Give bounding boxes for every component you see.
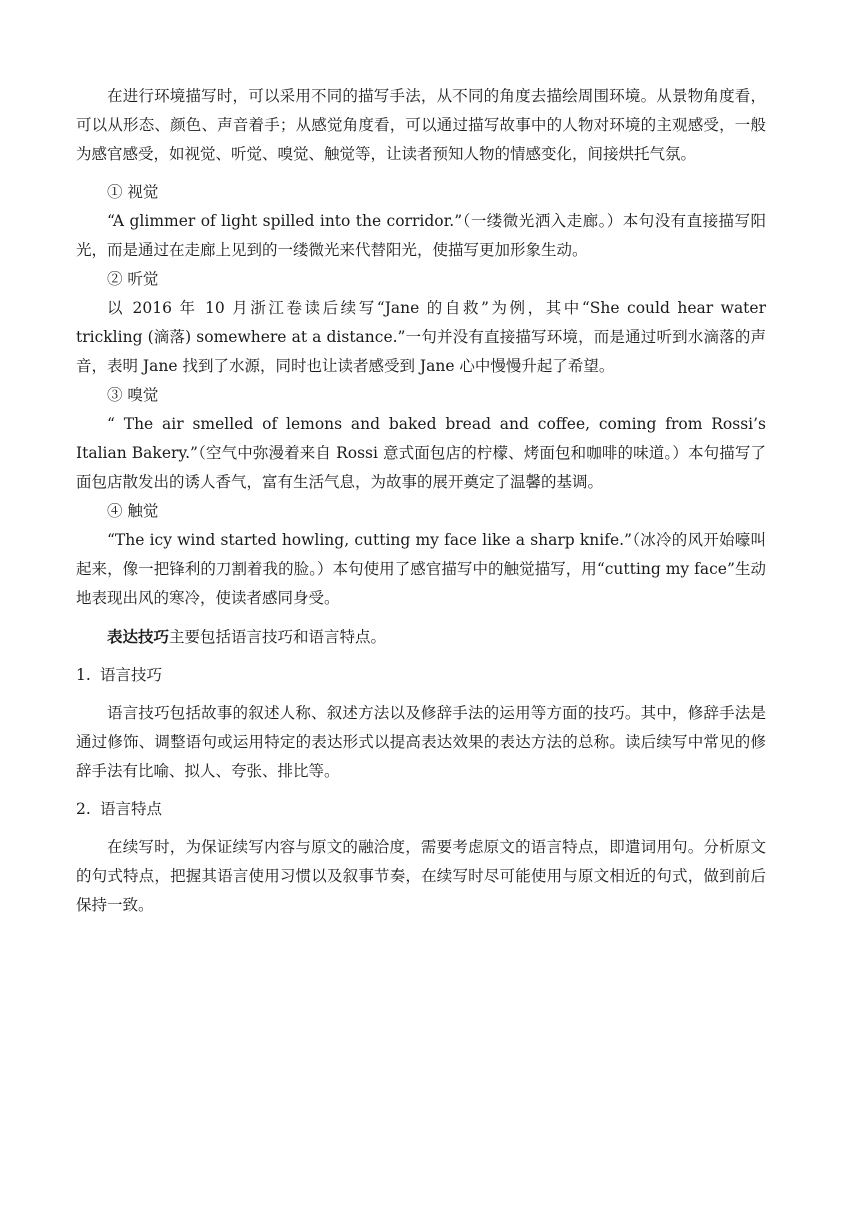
expression-bold: 表达技巧 bbox=[107, 627, 170, 646]
sense-text-visual: “A glimmer of light spilled into the corridor.”（一缕微光洒入走廊。）本句没有直接描写阳光，而是通过在走廊上见到的一缕微光来代替阳光，使描写更加形象生动。 bbox=[76, 212, 766, 259]
item-number: 2. bbox=[76, 800, 91, 818]
item-title: 语言技巧 bbox=[100, 666, 163, 684]
sense-text-olfactory: “ The air smelled of lemons and baked bread and coffee, coming from Rossi’s Italian Bakery.”（空气中弥漫着来自 Rossi 意式面包店的柠檬、烤面包和咖啡的味道。）本句描写了面包店散发出的诱人香气，富有生活气息，为故事的展开奠定了温馨的基调。 bbox=[76, 415, 766, 491]
item-text-language-skill: 语言技巧包括故事的叙述人称、叙述方法以及修辞手法的运用等方面的技巧。其中，修辞手法是通过修饰、调整语句或运用特定的表达形式以提高表达效果的表达方法的总称。读后续写中常见的修辞手法有比喻、拟人、夸张、排比等。 bbox=[76, 704, 766, 780]
item-number: 1. bbox=[76, 666, 91, 684]
item-heading-language-feature bbox=[76, 795, 766, 824]
sense-text-auditory: 以 2016 年 10 月浙江卷读后续写“Jane 的自救”为例，其中“She could hear water trickling (滴落) somewhere at a distance.”一句并没有直接描写环境，而是通过听到水滴落的声音，表明 Jane 找到了水源，同时也让读者感受到 Jane 心中慢慢升起了希望。 bbox=[76, 299, 766, 375]
item-title: 语言特点 bbox=[100, 800, 163, 818]
expression-paragraph bbox=[76, 622, 766, 652]
intro-paragraph: 在进行环境描写时，可以采用不同的描写手法，从不同的角度去描绘周围环境。从景物角度看，可以从形态、颜色、声音着手；从感觉角度看，可以通过描写故事中的人物对环境的主观感受，一般为感官感受，如视觉、听觉、嗅觉、触觉等，让读者预知人物的情感变化，间接烘托气氛。 bbox=[76, 87, 766, 163]
item-text-language-feature: 在续写时，为保证续写内容与原文的融洽度，需要考虑原文的语言特点，即遣词用句。分析原文的句式特点，把握其语言使用习惯以及叙事节奏，在续写时尽可能使用与原文相近的句式，做到前后保持一致。 bbox=[76, 838, 766, 914]
sense-heading-olfactory: ③ 嗅觉 bbox=[107, 386, 159, 404]
sense-heading-tactile: ④ 触觉 bbox=[107, 502, 159, 520]
sense-text-tactile: “The icy wind started howling, cutting my face like a sharp knife.”（冰冷的风开始嚎叫起来，像一把锋利的刀割着我的脸。）本句使用了感官描写中的触觉描写，用“cutting my face”生动地表现出风的寒冷，使读者感同身受。 bbox=[76, 531, 766, 607]
sense-heading-auditory: ② 听觉 bbox=[107, 270, 159, 288]
sense-heading-visual: ① 视觉 bbox=[107, 183, 159, 201]
expression-rest: 主要包括语言技巧和语言特点。 bbox=[169, 628, 387, 646]
document-page bbox=[76, 82, 766, 920]
item-heading-language-skill bbox=[76, 661, 766, 690]
